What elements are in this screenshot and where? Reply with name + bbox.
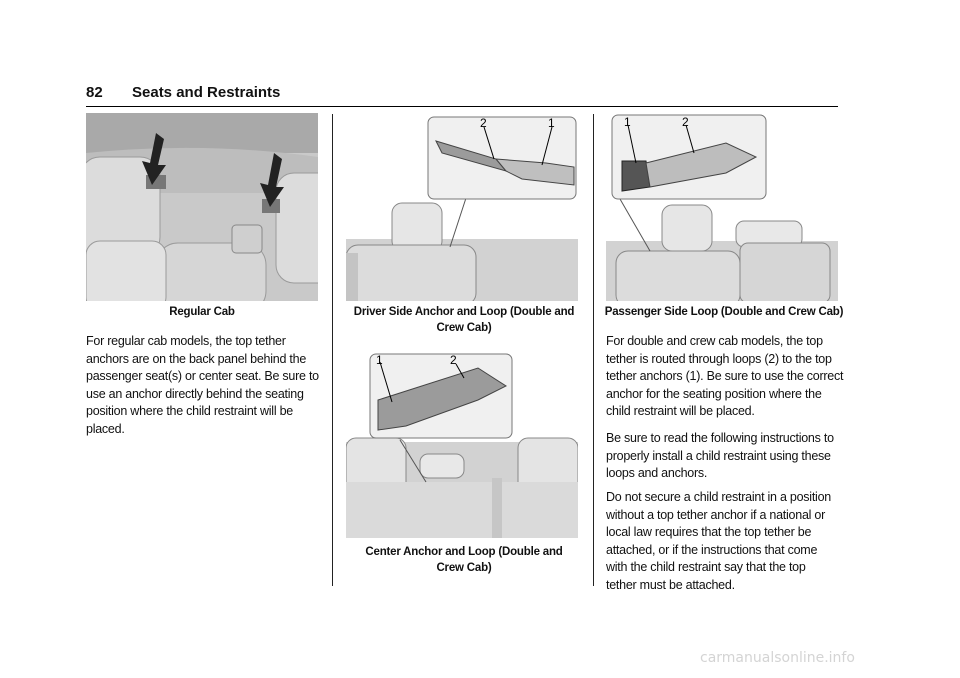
callout-1-center: 1 [376, 353, 383, 367]
figure-regular-cab [86, 113, 318, 301]
callout-1-passenger: 1 [624, 115, 631, 129]
page-number: 82 [86, 84, 103, 101]
watermark: carmanualsonline.info [700, 650, 855, 666]
figure-driver-side [346, 113, 578, 301]
column-divider-left [332, 114, 333, 586]
page-header [86, 80, 838, 107]
callout-2-driver: 2 [480, 116, 487, 130]
paragraph-read-instructions: Be sure to read the following instructions to properly install a child restraint using these loops and anchors. [606, 431, 834, 480]
paragraph-regular-cab: For regular cab models, the top tether anchors are on the back panel behind the passenger seat(s) or center seat. Be sure to use an anchor directly behind the seating position where the child restraint will be placed. [86, 334, 319, 436]
section-title: Seats and Restraints [132, 84, 281, 101]
figure-passenger-side [606, 113, 838, 301]
paragraph-double-crew-intro: For double and crew cab models, the top tether is routed through loops (2) to the top tether anchors (1). Be sure to use the correct anchor for the seating position where the child restraint will be placed. [606, 334, 844, 418]
paragraph-warning-tether: Do not secure a child restraint in a position without a top tether anchor if a national or local law requires that the top tether be attached, or if the instructions that come with the child restraint say that the top tether must be attached. [606, 490, 831, 592]
caption-passenger-side: Passenger Side Loop (Double and Crew Cab) [604, 306, 844, 318]
callout-1-driver: 1 [548, 116, 555, 130]
caption-regular-cab: Regular Cab [169, 306, 235, 318]
callout-2-passenger: 2 [682, 115, 689, 129]
caption-driver-side: Driver Side Anchor and Loop (Double and Crew Cab) [353, 306, 575, 334]
column-divider-right [593, 114, 594, 586]
callout-2-center: 2 [450, 353, 457, 367]
figure-center [346, 350, 578, 538]
caption-center: Center Anchor and Loop (Double and Crew Cab) [365, 546, 563, 574]
